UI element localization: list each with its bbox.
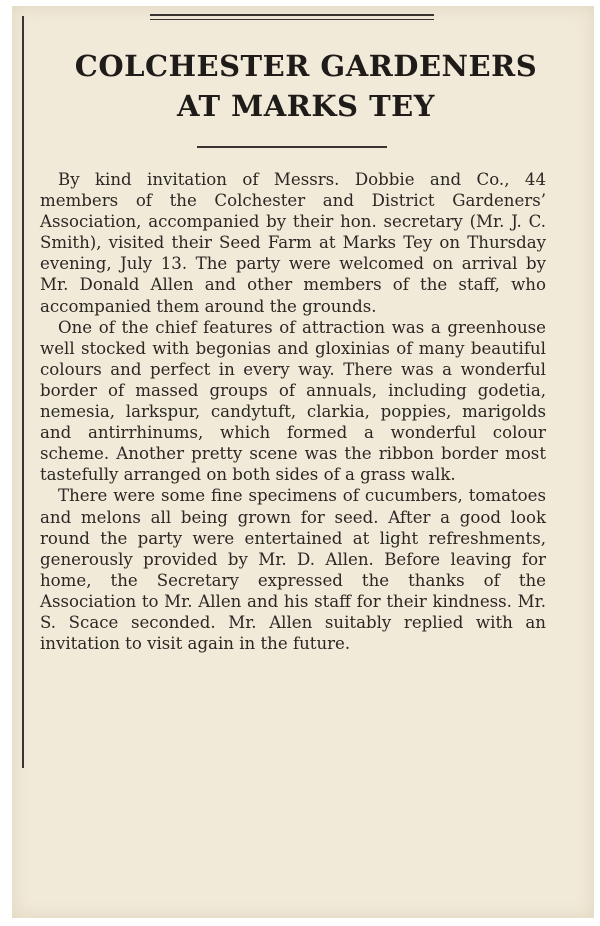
article-body [40, 169, 546, 654]
headline-line-2: AT MARKS TEY [177, 89, 435, 123]
headline-line-1: COLCHESTER GARDENERS [74, 49, 538, 83]
top-rule-thin [150, 19, 434, 20]
paragraph-1: By kind invitation of Messrs. Dobbie and Co., 44 members of the Colchester and District Gardeners’ Association, accompanied by their hon. secretary (Mr. J. C. Smith), visited their Seed Farm at Marks Tey on Thursday evening, July 13. The party were welcomed on arrival by Mr. Donald Allen and other members of the staff, who accompanied them around the grounds. [40, 170, 546, 316]
paragraph-3: There were some fine specimens of cucumbers, tomatoes and melons all being grown for seed. After a good look round the party were entertained at light refreshments, generously provided by Mr. D. Allen. Before leaving for home, the Secretary expressed the thanks of the Association to Mr. Allen and his staff for their kindness. Mr. S. Scace seconded. Mr. Allen suitably replied with an invitation to visit again in the future. [40, 486, 546, 654]
headline-divider [197, 146, 387, 148]
top-rule [150, 14, 434, 16]
headline [36, 46, 576, 126]
paragraph-2: One of the chief features of attraction was a greenhouse well stocked with begonias and gloxinias of many beautiful colours and perfect in every way. There was a wonderful border of massed groups of annuals, including godetia, nemesia, larkspur, candytuft, clarkia, poppies, marigolds and antirrhinums, which formed a wonderful colour scheme. Another pretty scene was the ribbon border most tastefully arranged on both sides of a grass walk. [40, 317, 546, 485]
column-rule [22, 16, 24, 768]
newspaper-clipping [12, 6, 594, 918]
